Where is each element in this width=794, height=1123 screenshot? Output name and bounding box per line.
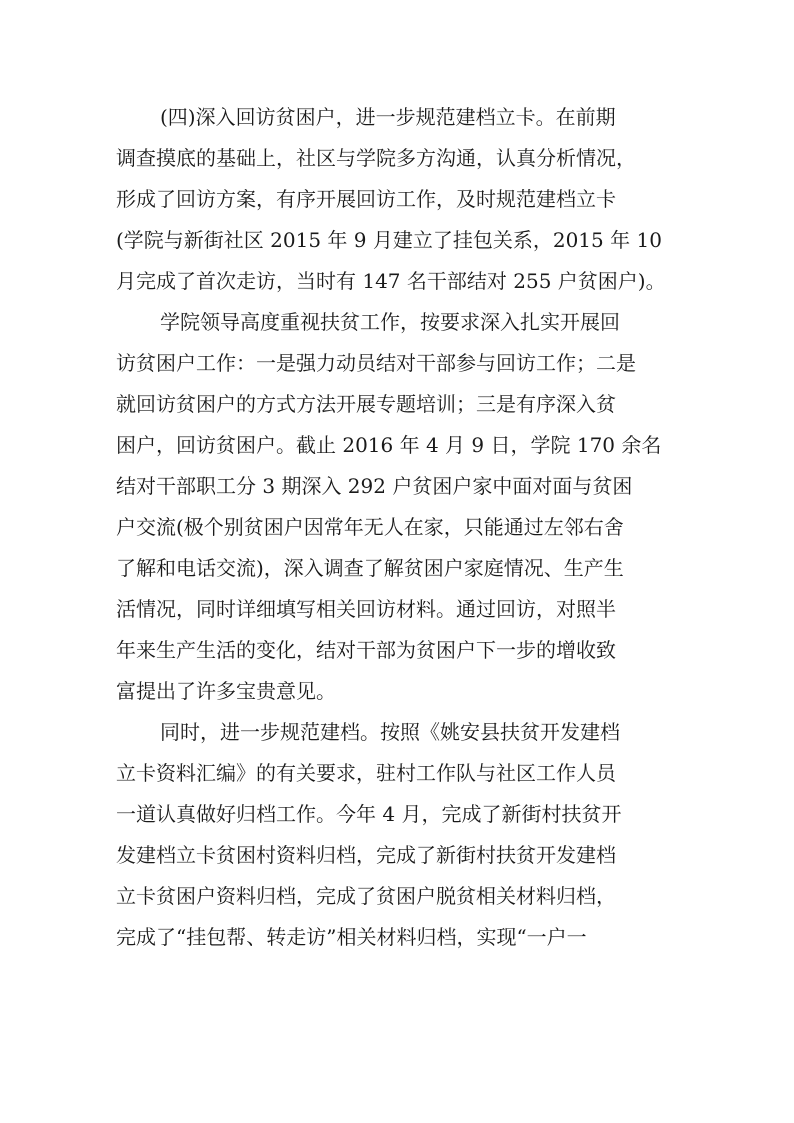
text-line: 完成了“挂包帮、转走访”相关材料归档，实现“一户一 [116,925,587,949]
text-line: (四)深入回访贫困户，进一步规范建档立卡。在前期 [160,105,616,129]
text-line: 发建档立卡贫困村资料归档，完成了新街村扶贫开发建档 [116,843,616,867]
text-line: 访贫困户工作：一是强力动员结对干部参与回访工作；二是 [116,351,636,375]
text-line: 户交流(极个别贫困户因常年无人在家，只能通过左邻右舍 [116,515,624,539]
body-text [116,97,676,958]
text-line: 结对干部职工分 3 期深入 292 户贫困户家中面对面与贫困 [116,474,633,498]
text-line: 了解和电话交流)，深入调查了解贫困户家庭情况、生产生 [116,556,624,580]
text-line: 一道认真做好归档工作。今年 4 月，完成了新街村扶贫开 [116,802,622,826]
text-line: 学院领导高度重视扶贫工作，按要求深入扎实开展回 [160,310,620,334]
text-line: 困户，回访贫困户。截止 2016 年 4 月 9 日，学院 170 余名 [116,433,662,457]
text-line: 立卡贫困户资料归档，完成了贫困户脱贫相关材料归档， [116,884,616,908]
paragraph-leadership [116,302,676,712]
text-line: 就回访贫困户的方式方法开展专题培训；三是有序深入贫 [116,392,616,416]
text-line: 月完成了首次走访，当时有 147 名干部结对 255 户贫困户)。 [116,269,666,293]
text-line: 年来生产生活的变化，结对干部为贫困户下一步的增收致 [116,638,616,662]
text-line: (学院与新街社区 2015 年 9 月建立了挂包关系，2015 年 10 [116,228,662,252]
text-line: 立卡资料汇编》的有关要求，驻村工作队与社区工作人员 [116,761,616,785]
text-line: 活情况，同时详细填写相关回访材料。通过回访，对照半 [116,597,616,621]
text-line: 形成了回访方案，有序开展回访工作，及时规范建档立卡 [116,187,616,211]
text-line: 富提出了许多宝贵意见。 [116,679,336,703]
paragraph-return-visits [116,97,676,302]
text-line: 调查摸底的基础上，社区与学院多方沟通，认真分析情况， [116,146,636,170]
paragraph-archiving [116,712,676,958]
text-line: 同时，进一步规范建档。按照《姚安县扶贫开发建档 [160,720,620,744]
